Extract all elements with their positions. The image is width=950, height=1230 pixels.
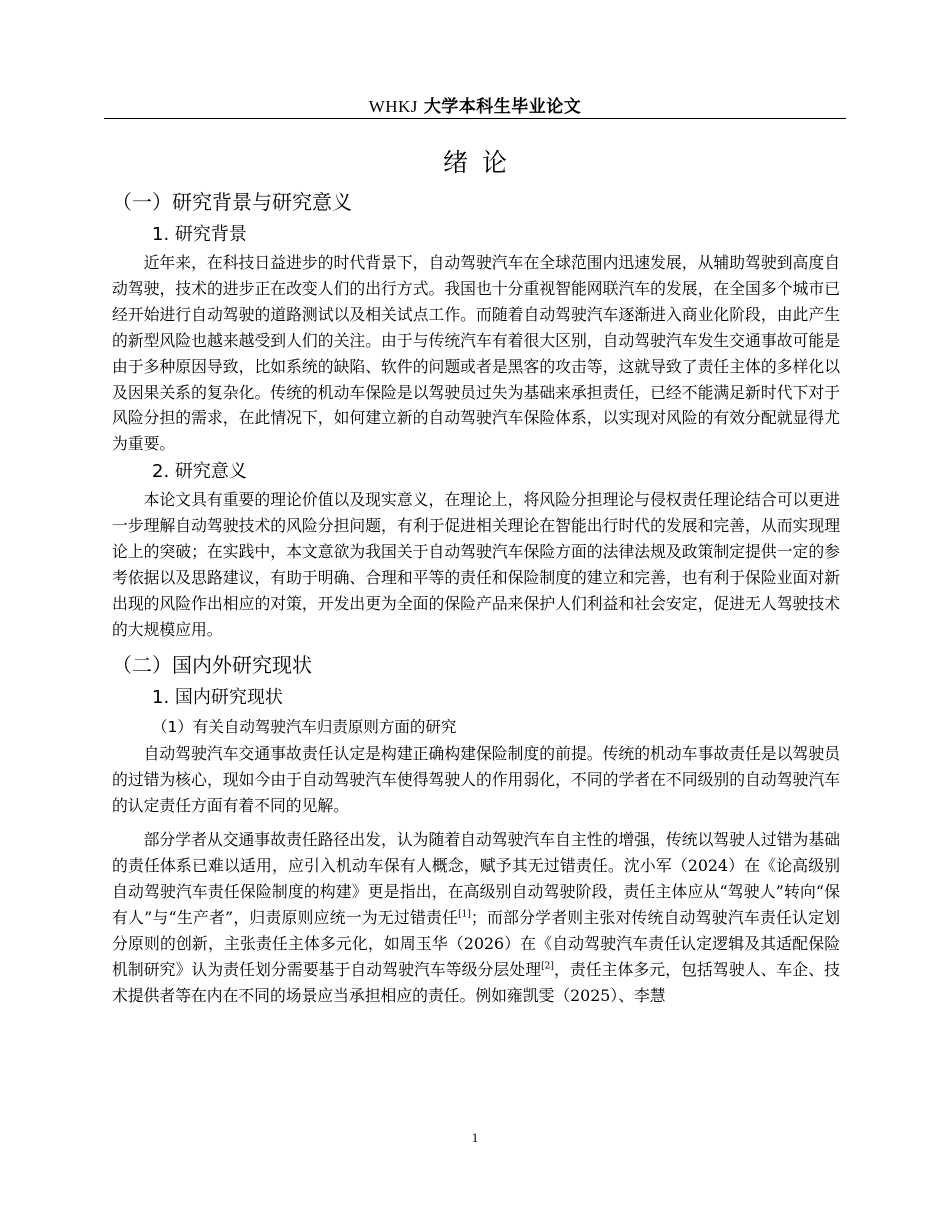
paragraph-significance: 本论文具有重要的理论价值以及现实意义，在理论上，将风险分担理论与侵权责任理论结合可以更进一步理解自动驾驶技术的风险分担问题，有利于促进相关理论在智能出行时代的发展和完善，从而实现理论上的突破；在实践中，本文意欲为我国关于自动驾驶汽车保险方面的法律法规及政策制定提供一定的参考依据以及思路建议，有助于明确、合理和平等的责任和保险制度的建立和完善，也有利于保险业面对新出现的风险作出相应的对策，开发出更为全面的保险产品来保护人们利益和社会安定，促进无人驾驶技术的大规模应用。 <box>112 490 840 639</box>
document-body <box>112 184 840 1009</box>
scholar-views-text-c: ，责任主体多元，包括驾驶人、车企、技术提供者等在内在不同的场景应当承担相应的责任。例如雍凯雯（2025）、李慧 <box>112 959 840 1005</box>
topic-heading-liability-principle: （1）有关自动驾驶汽车归责原则方面的研究 <box>152 717 457 736</box>
subsection-heading-background: 1. 研究背景 <box>152 224 247 245</box>
paragraph-scholar-views <box>112 827 840 1008</box>
citation-ref-1[interactable]: [1] <box>458 909 471 920</box>
citation-ref-2[interactable]: [2] <box>541 961 554 972</box>
page-header <box>104 92 846 118</box>
subsection-heading-significance: 2. 研究意义 <box>152 461 247 483</box>
header-rule <box>104 118 846 119</box>
scholar-views-text-b: ；而部分学者则主张对传统自动驾驶汽车责任认定划分原则的创新，主张责任主体多元化，如周玉华（2026）在《自动驾驶汽车责任认定逻辑及其适配保险机制研究》认为责任划分需要基于自动驾驶汽车等级分层处理 <box>112 908 840 979</box>
header-prefix: WHKJ <box>368 97 418 116</box>
scholar-views-text-a: 部分学者从交通事故责任路径出发，认为随着自动驾驶汽车自主性的增强，传统以驾驶人过错为基础的责任体系已难以适用，应引入机动车保有人概念，赋予其无过错责任。沈小军（2024）在《论高级别自动驾驶汽车责任保险制度的构建》更是指出，在高级别自动驾驶阶段，责任主体应从“驾驶人”转向“保有人”与“生产者”，归责原则应统一为无过错责任 <box>112 830 840 928</box>
subsection-heading-domestic: 1. 国内研究现状 <box>152 686 283 708</box>
page-number: 1 <box>471 1130 479 1145</box>
section-heading-research-status: （二）国内外研究现状 <box>112 652 312 677</box>
header-title: 大学本科生毕业论文 <box>423 97 582 117</box>
main-title: 绪论 <box>442 148 521 177</box>
section-heading-background: （一）研究背景与研究意义 <box>112 190 352 214</box>
paragraph-background: 近年来，在科技日益进步的时代背景下，自动驾驶汽车在全球范围内迅速发展，从辅助驾驶到高度自动驾驶，技术的进步正在改变人们的出行方式。我国也十分重视智能网联汽车的发展，在全国多个城市已经开始进行自动驾驶的道路测试以及相关试点工作。而随着自动驾驶汽车逐渐进入商业化阶段，由此产生的新型风险也越来越受到人们的关注。由于与传统汽车有着很大区别，自动驾驶汽车发生交通事故可能是由于多种原因导致，比如系统的缺陷、软件的问题或者是黑客的攻击等，这就导致了责任主体的多样化以及因果关系的复杂化。传统的机动车保险是以驾驶员过失为基础来承担责任，已经不能满足新时代下对于风险分担的需求，在此情况下，如何建立新的自动驾驶汽车保险体系，以实现对风险的有效分配就显得尤为重要。 <box>112 253 840 454</box>
paragraph-liability-intro: 自动驾驶汽车交通事故责任认定是构建正确构建保险制度的前提。传统的机动车事故责任是以驾驶员的过错为核心，现如今由于自动驾驶汽车使得驾驶人的作用弱化，不同的学者在不同级别的自动驾驶汽车的认定责任方面有着不同的见解。 <box>112 743 840 815</box>
